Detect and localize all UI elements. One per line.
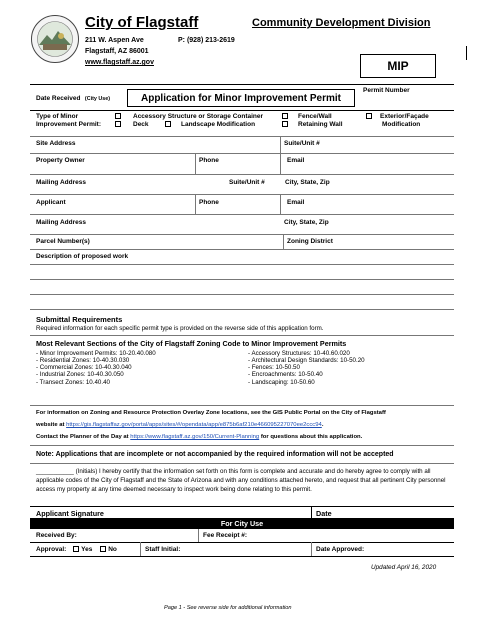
col-divider	[311, 506, 312, 518]
signature-date-label: Date	[316, 509, 332, 518]
certification-text	[36, 468, 450, 494]
section-item-text: Residential Zones: 10-40.30.030	[39, 357, 130, 365]
section-item-text: Landscaping: 10-50.60	[251, 378, 315, 386]
applicant-signature-label: Applicant Signature	[36, 509, 104, 518]
phone-label-2: Phone	[199, 199, 219, 206]
row-divider	[30, 194, 454, 195]
row-divider	[30, 174, 454, 175]
section-item-text: Transect Zones: 10.40.40	[39, 378, 110, 386]
applicant-label: Applicant	[36, 199, 66, 206]
date-received-text: Date Received	[36, 95, 81, 102]
for-city-use-label: For City Use	[220, 519, 264, 528]
info-line-1: For information on Zoning and Resource Protection Overlay Zone locations, see the GIS Public Portal on the City of Flagstaff	[36, 410, 386, 416]
certification-statement: (Initials) I hereby certify that the information set forth on this form is complete and accurate and do hereby agree to comply with all applicable codes of the City of Flagstaff and the State of Arizona and with any conditions attached hereto, and request that all pertinent City personnel access my property at any time deemed necessary to inspect work being done relating to this permit.	[36, 468, 446, 493]
website-link[interactable]: www.flagstaff.az.gov	[85, 59, 154, 66]
landscape-label: Landscape Modification	[181, 121, 256, 128]
section-item: - Architectural Design Standards: 10-50.20	[248, 357, 365, 365]
site-address-label: Site Address	[36, 140, 76, 147]
section-item-text: Industrial Zones: 10-40.30.050	[39, 371, 124, 379]
exterior-facade-label: Exterior/Façade	[380, 113, 429, 120]
approval-no-label: No	[108, 546, 117, 553]
fence-wall-checkbox[interactable]	[282, 113, 288, 119]
received-by-label: Received By:	[36, 532, 77, 539]
property-owner-label: Property Owner	[36, 157, 85, 164]
section-item-text: Accessory Structures: 10-40.60.020	[251, 350, 350, 357]
section-item-text: Minor Improvement Permits: 10-20.40.080	[39, 350, 156, 357]
section-item: - Transect Zones: 10.40.40	[36, 378, 110, 386]
row-divider	[30, 405, 454, 406]
row-divider	[30, 445, 454, 446]
row-divider	[30, 556, 454, 557]
col-divider	[280, 136, 281, 153]
section-item: - Residential Zones: 10-40.30.030	[36, 357, 130, 365]
option-fence-wall[interactable]	[282, 113, 332, 121]
info-line-3-post: for questions about this application.	[260, 434, 363, 440]
gis-portal-link[interactable]: https://gis.flagstaffaz.gov/portal/apps/sites/#/opendata/app/e875b6af210e466095227070ee2ccc94	[66, 422, 322, 428]
retaining-wall-checkbox[interactable]	[282, 121, 288, 127]
row-divider	[30, 234, 454, 235]
suite-unit-label-2: Suite/Unit #	[229, 179, 265, 186]
section-item: - Accessory Structures: 10-40.60.020	[248, 350, 350, 357]
city-state-zip-label: City, State, Zip	[285, 179, 330, 186]
row-divider	[30, 463, 454, 464]
col-divider	[198, 529, 199, 542]
row-divider	[30, 136, 454, 137]
email-label: Email	[287, 157, 305, 164]
info-line-2	[36, 422, 323, 428]
col-divider	[280, 194, 281, 214]
section-item-text: Fences: 10-50.50	[251, 364, 300, 372]
city-name: City of Flagstaff	[85, 14, 199, 31]
page-footer: Page 1 - See reverse side for additional information	[164, 605, 292, 611]
section-item: - Commercial Zones: 10-40.30.040	[36, 364, 132, 372]
for-city-use-bar	[30, 518, 454, 529]
exterior-facade-checkbox[interactable]	[366, 113, 372, 119]
date-received-note: (City Use)	[84, 96, 111, 102]
approval-yes-checkbox[interactable]	[73, 546, 79, 552]
accessory-structure-checkbox[interactable]	[115, 113, 121, 119]
col-divider	[280, 153, 281, 174]
retaining-wall-label: Retaining Wall	[298, 121, 343, 128]
staff-initial-label: Staff Initial:	[145, 546, 181, 553]
date-approved-label: Date Approved:	[316, 546, 365, 553]
sections-right-list	[248, 350, 365, 386]
city-state-zip-label-2: City, State, Zip	[284, 219, 329, 226]
rule	[30, 506, 454, 507]
submittal-heading: Submittal Requirements	[36, 315, 123, 324]
permit-number-label: Permit Number	[363, 87, 410, 94]
exterior-facade-label-line2: Modification	[382, 121, 421, 128]
initials-blank[interactable]: ___________	[36, 468, 74, 475]
sections-heading: Most Relevant Sections of the City of Flagstaff Zoning Code to Minor Improvement Permits	[36, 339, 347, 348]
info-line-2-pre: website at	[36, 422, 65, 428]
col-divider	[195, 153, 196, 174]
section-item-text: Encroachments: 10-50.40	[251, 371, 323, 379]
email-label-2: Email	[287, 199, 305, 206]
col-divider	[195, 194, 196, 214]
approval-row	[36, 546, 117, 554]
row-divider	[30, 335, 454, 336]
col-divider	[283, 234, 284, 249]
section-item: - Encroachments: 10-50.40	[248, 371, 323, 379]
permit-type-label-line2: Improvement Permit:	[36, 121, 102, 128]
info-line-2-post: .	[321, 422, 324, 428]
landscape-checkbox[interactable]	[165, 121, 171, 127]
phone-number: P: (928) 213-2619	[178, 37, 235, 44]
permit-type-label: Type of Minor	[36, 113, 79, 120]
city-state-zip: Flagstaff, AZ 86001	[85, 48, 149, 55]
street-address: 211 W. Aspen Ave	[85, 37, 144, 44]
incomplete-note: Note: Applications that are incomplete or not accompanied by the required information will not be accepted	[36, 451, 394, 458]
parcel-number-label: Parcel Number(s)	[36, 238, 90, 245]
row-divider	[30, 214, 454, 215]
sections-left-list	[36, 350, 156, 386]
mip-badge	[360, 54, 436, 78]
city-seal-logo	[30, 14, 80, 64]
row-divider	[30, 542, 454, 543]
fee-receipt-label: Fee Receipt #:	[203, 532, 248, 539]
mailing-address-label-2: Mailing Address	[36, 219, 86, 226]
info-line-3	[36, 434, 362, 440]
description-line	[30, 294, 454, 295]
accessory-structure-label: Accessory Structure or Storage Container	[133, 113, 264, 120]
division-name: Community Development Division	[252, 17, 431, 29]
updated-date: Updated April 16, 2020	[371, 564, 437, 571]
col-divider	[311, 542, 312, 556]
col-divider	[140, 542, 141, 556]
section-item: - Minor Improvement Permits: 10-20.40.080	[36, 350, 156, 357]
suite-unit-label: Suite/Unit #	[284, 140, 320, 147]
form-title: Application for Minor Improvement Permit	[127, 89, 355, 107]
approval-yes-label: Yes	[81, 546, 93, 553]
rule	[30, 84, 454, 85]
phone-label: Phone	[199, 157, 219, 164]
deck-label: Deck	[133, 121, 149, 128]
option-deck[interactable]	[115, 121, 149, 129]
submittal-text: Required information for each specific permit type is provided on the reverse side of this application form.	[36, 325, 324, 332]
option-retaining-wall[interactable]	[282, 121, 343, 129]
row-divider	[30, 153, 454, 154]
description-line	[30, 309, 454, 310]
date-received-label	[36, 87, 110, 105]
mip-badge-label: MIP	[387, 59, 409, 73]
description-line	[30, 279, 454, 280]
current-planning-link[interactable]: https://www.flagstaff.az.gov/150/Current-Planning	[130, 434, 260, 440]
section-item: - Industrial Zones: 10-40.30.050	[36, 371, 124, 379]
rule	[30, 110, 454, 111]
row-divider	[30, 249, 454, 250]
section-item: - Fences: 10-50.50	[248, 364, 300, 372]
section-item: - Landscaping: 10-50.60	[248, 378, 315, 386]
deck-checkbox[interactable]	[115, 121, 121, 127]
mailing-address-label: Mailing Address	[36, 179, 86, 186]
section-item-text: Commercial Zones: 10-40.30.040	[39, 364, 132, 372]
option-exterior-facade[interactable]	[366, 113, 429, 121]
zoning-district-label: Zoning District	[287, 238, 333, 245]
approval-no-checkbox[interactable]	[100, 546, 106, 552]
description-line	[30, 264, 454, 265]
description-label: Description of proposed work	[36, 253, 129, 260]
option-landscape[interactable]	[165, 121, 255, 129]
section-item-text: Architectural Design Standards: 10-50.20	[251, 357, 365, 365]
option-accessory-structure[interactable]	[115, 113, 263, 121]
margin-mark	[466, 46, 467, 60]
fence-wall-label: Fence/Wall	[298, 113, 332, 120]
info-line-3-pre: Contact the Planner of the Day at	[36, 434, 129, 440]
approval-label: Approval:	[36, 546, 67, 553]
